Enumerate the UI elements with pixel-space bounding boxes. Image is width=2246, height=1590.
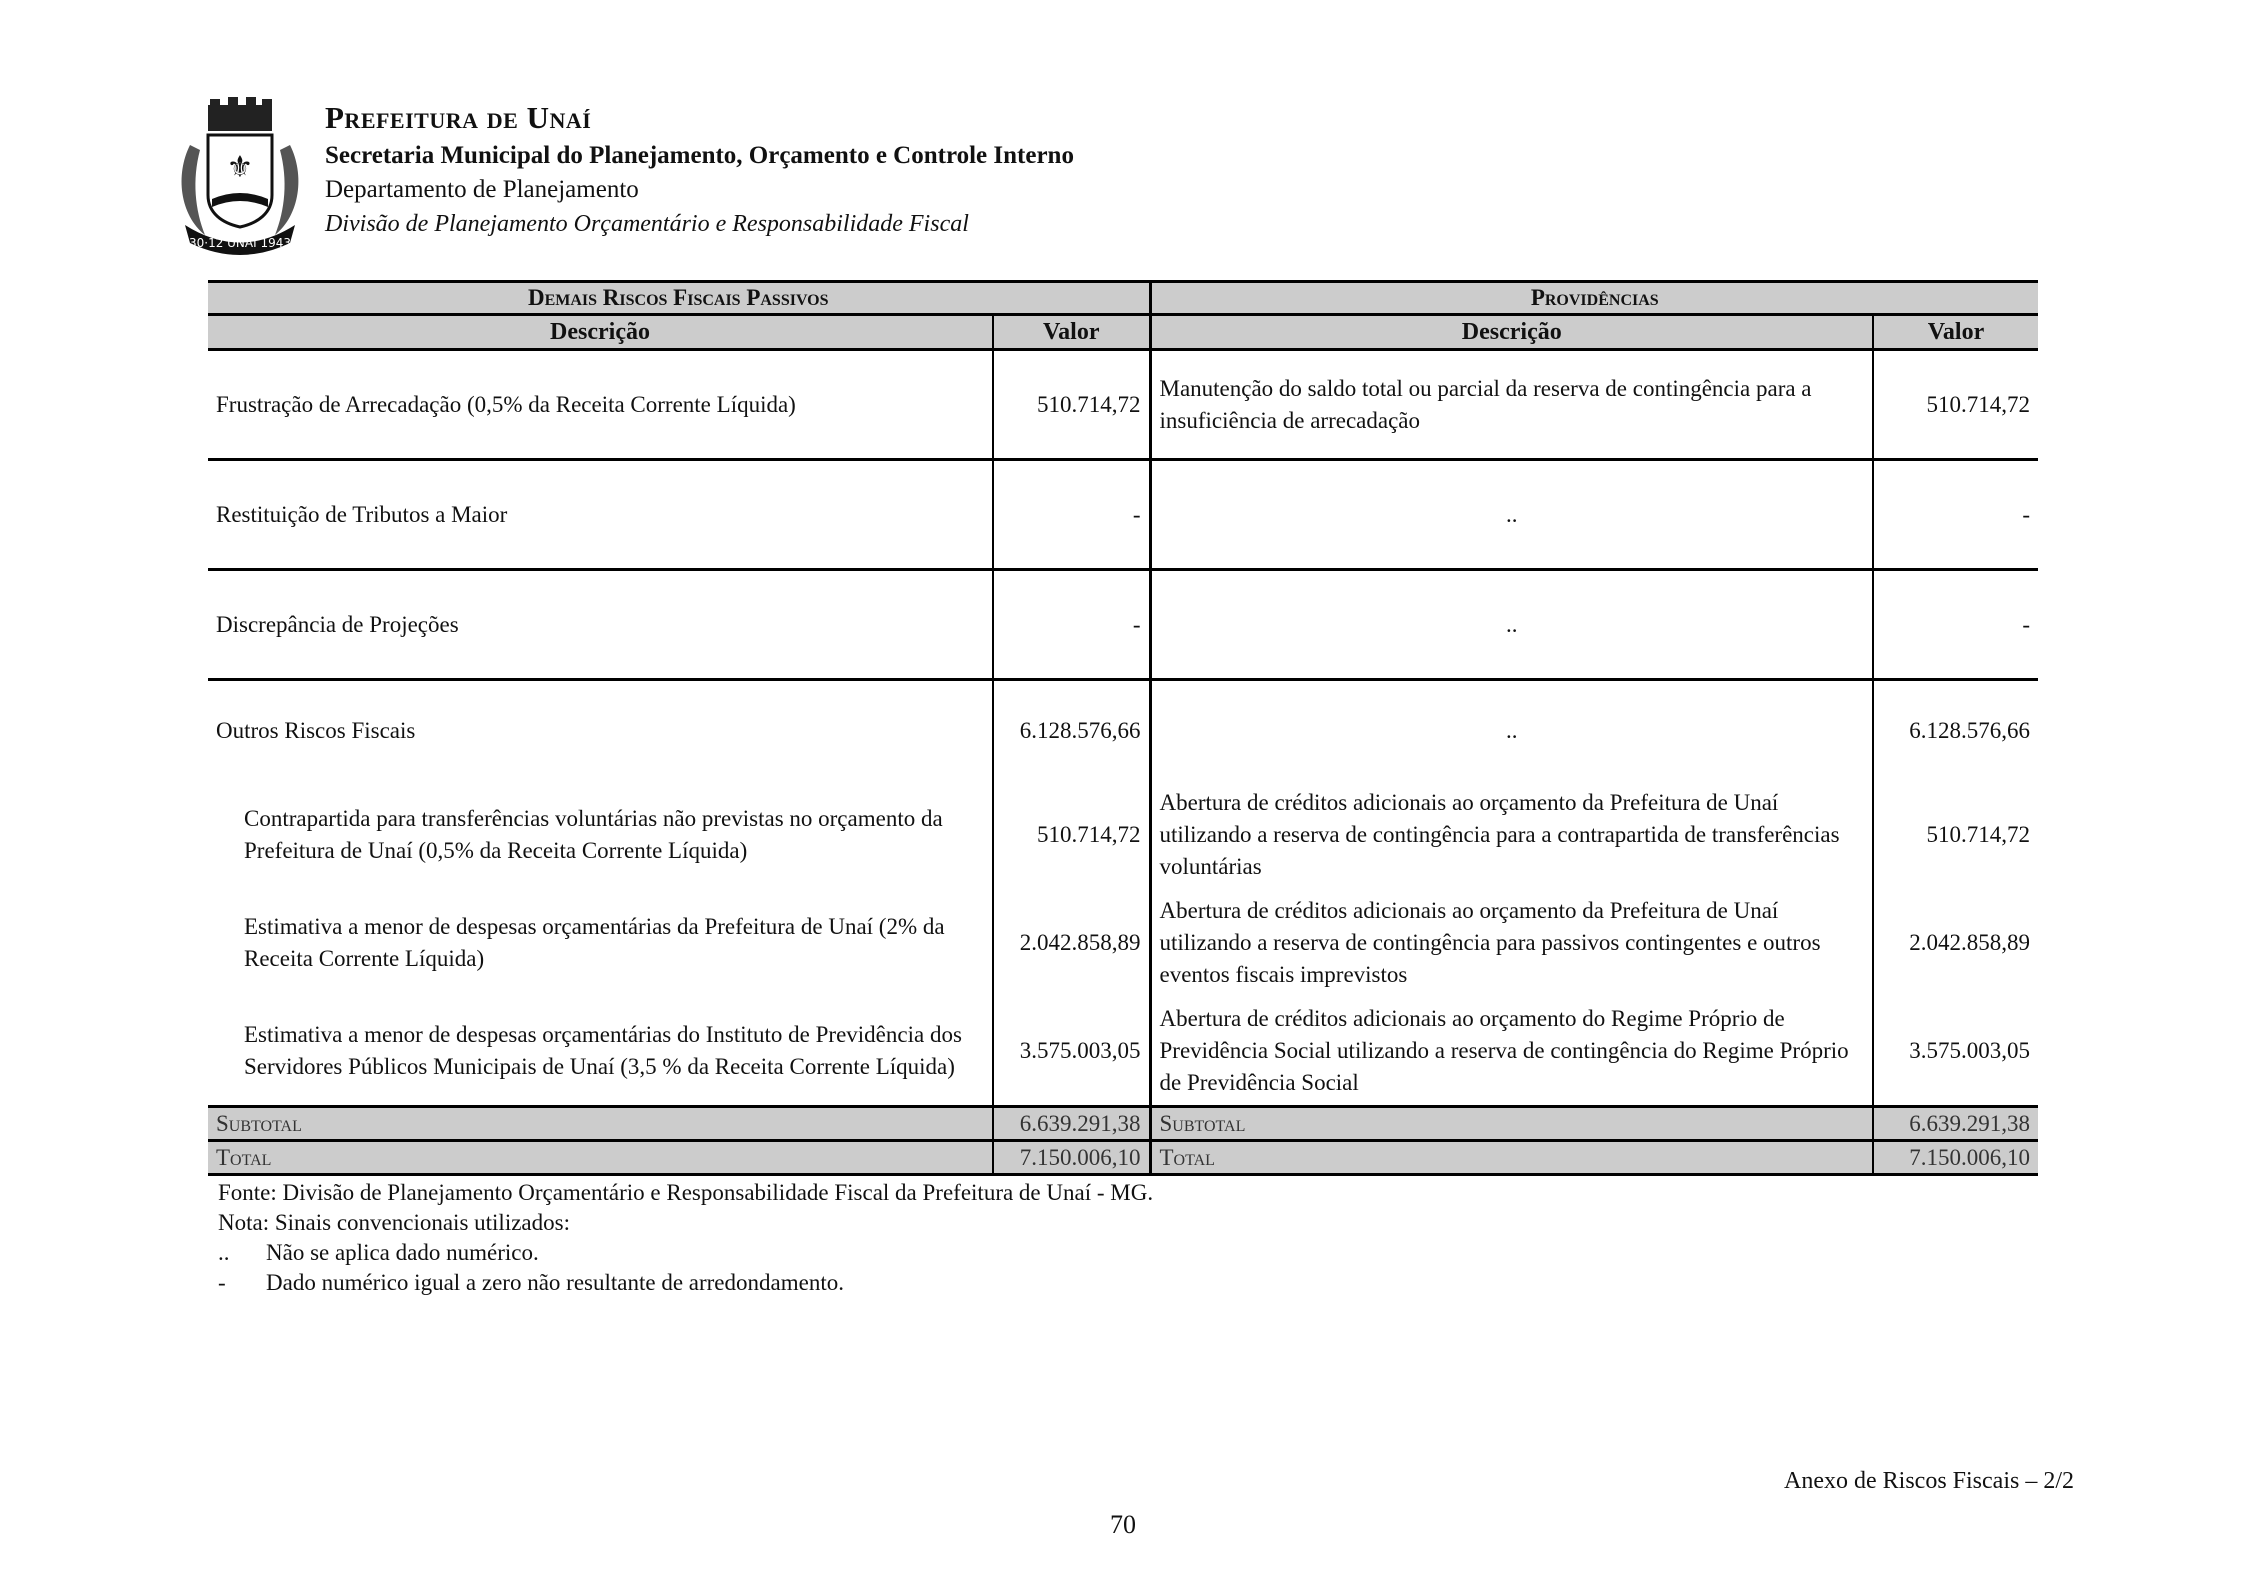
- subtotal-prov-value: 6.639.291,38: [1873, 1107, 2038, 1141]
- legend-item: [218, 1268, 1153, 1298]
- risk-value: 3.575.003,05: [993, 997, 1150, 1107]
- legend-item: [218, 1238, 1153, 1268]
- col-header-prov-valor: Valor: [1873, 315, 2038, 350]
- risk-description: Estimativa a menor de despesas orçamentárias do Instituto de Previdência dos Servidores Públicos Municipais de Unaí (3,5 % da Receita Corrente Líquida): [208, 997, 993, 1107]
- risk-value: 510.714,72: [993, 350, 1150, 460]
- fiscal-risks-table: [208, 280, 2038, 1176]
- secretaria-name: Secretaria Municipal do Planejamento, Orçamento e Controle Interno: [325, 142, 1074, 169]
- table-subrow: [208, 889, 2038, 997]
- providence-description: ..: [1150, 680, 1873, 782]
- table-row: [208, 680, 2038, 782]
- subtotal-prov-label: Subtotal: [1150, 1107, 1873, 1141]
- providence-value: 3.575.003,05: [1873, 997, 2038, 1107]
- coat-of-arms-icon: [170, 95, 310, 255]
- total-value: 7.150.006,10: [993, 1141, 1150, 1175]
- providence-description: ..: [1150, 460, 1873, 570]
- risk-description: Frustração de Arrecadação (0,5% da Receita Corrente Líquida): [208, 350, 993, 460]
- table-notes: [218, 1178, 1153, 1298]
- risk-value: 510.714,72: [993, 781, 1150, 889]
- total-prov-label: Total: [1150, 1141, 1873, 1175]
- page-number: 70: [1110, 1510, 1136, 1539]
- risk-description: Contrapartida para transferências voluntárias não previstas no orçamento da Prefeitura de Unaí (0,5% da Receita Corrente Líquida): [244, 806, 943, 863]
- providence-description: Manutenção do saldo total ou parcial da reserva de contingência para a insuficiência de arrecadação: [1150, 350, 1873, 460]
- providence-description: Abertura de créditos adicionais ao orçamento do Regime Próprio de Previdência Social utilizando a reserva de contingência do Regime Próprio de Previdência Social: [1150, 997, 1873, 1107]
- legend-text: Dado numérico igual a zero não resultante de arredondamento.: [266, 1270, 844, 1295]
- risk-description: Restituição de Tributos a Maior: [208, 460, 993, 570]
- risk-value: 6.128.576,66: [993, 680, 1150, 782]
- col-header-valor: Valor: [993, 315, 1150, 350]
- divisao-name: Divisão de Planejamento Orçamentário e Responsabilidade Fiscal: [325, 211, 969, 237]
- providence-value: 510.714,72: [1873, 350, 2038, 460]
- document-header: [325, 98, 1074, 241]
- risk-description: Estimativa a menor de despesas orçamentárias da Prefeitura de Unaí (2% da Receita Corrente Líquida): [244, 914, 945, 971]
- section-header-risks: Demais Riscos Fiscais Passivos: [208, 282, 1150, 315]
- table-row: [208, 570, 2038, 680]
- risk-description: Discrepância de Projeções: [208, 570, 993, 680]
- risk-value: -: [993, 570, 1150, 680]
- risk-value: -: [993, 460, 1150, 570]
- subtotal-row: [208, 1107, 2038, 1141]
- section-header-providencias: Providências: [1150, 282, 2038, 315]
- risk-description: Outros Riscos Fiscais: [216, 718, 416, 743]
- table-row: [208, 460, 2038, 570]
- providence-value: 510.714,72: [1873, 781, 2038, 889]
- col-header-prov-descricao: Descrição: [1150, 315, 1873, 350]
- risk-value: 2.042.858,89: [993, 889, 1150, 997]
- subtotal-label: Subtotal: [208, 1107, 993, 1141]
- table-row: [208, 350, 2038, 460]
- table-subrow: [208, 997, 2038, 1107]
- table-subrow: [208, 781, 2038, 889]
- legend-symbol: -: [218, 1270, 226, 1295]
- svg-text:30·12 UNAÍ 1943: 30·12 UNAÍ 1943: [188, 236, 292, 250]
- annex-label: Anexo de Riscos Fiscais – 2/2: [1784, 1468, 2074, 1494]
- providence-value: -: [1873, 460, 2038, 570]
- subtotal-value: 6.639.291,38: [993, 1107, 1150, 1141]
- conventions-note: Nota: Sinais convencionais utilizados:: [218, 1210, 570, 1235]
- providence-description: Abertura de créditos adicionais ao orçamento da Prefeitura de Unaí utilizando a reserva de contingência para passivos contingentes e outros eventos fiscais imprevistos: [1150, 889, 1873, 997]
- providence-value: 2.042.858,89: [1873, 889, 2038, 997]
- departamento-name: Departamento de Planejamento: [325, 176, 639, 203]
- source-note: Fonte: Divisão de Planejamento Orçamentário e Responsabilidade Fiscal da Prefeitura de Unaí - MG.: [218, 1180, 1154, 1205]
- providence-value: -: [1873, 570, 2038, 680]
- legend-symbol: ..: [218, 1240, 230, 1265]
- col-header-descricao: Descrição: [208, 315, 993, 350]
- total-prov-value: 7.150.006,10: [1873, 1141, 2038, 1175]
- svg-text:⚜: ⚜: [226, 150, 254, 185]
- providence-description: Abertura de créditos adicionais ao orçamento da Prefeitura de Unaí utilizando a reserva de contingência para a contrapartida de transferências voluntárias: [1150, 781, 1873, 889]
- providence-description: ..: [1150, 570, 1873, 680]
- providence-value: 6.128.576,66: [1873, 680, 2038, 782]
- legend-text: Não se aplica dado numérico.: [266, 1240, 539, 1265]
- org-title: Prefeitura de Unaí: [325, 100, 592, 135]
- total-label: Total: [208, 1141, 993, 1175]
- total-row: [208, 1141, 2038, 1175]
